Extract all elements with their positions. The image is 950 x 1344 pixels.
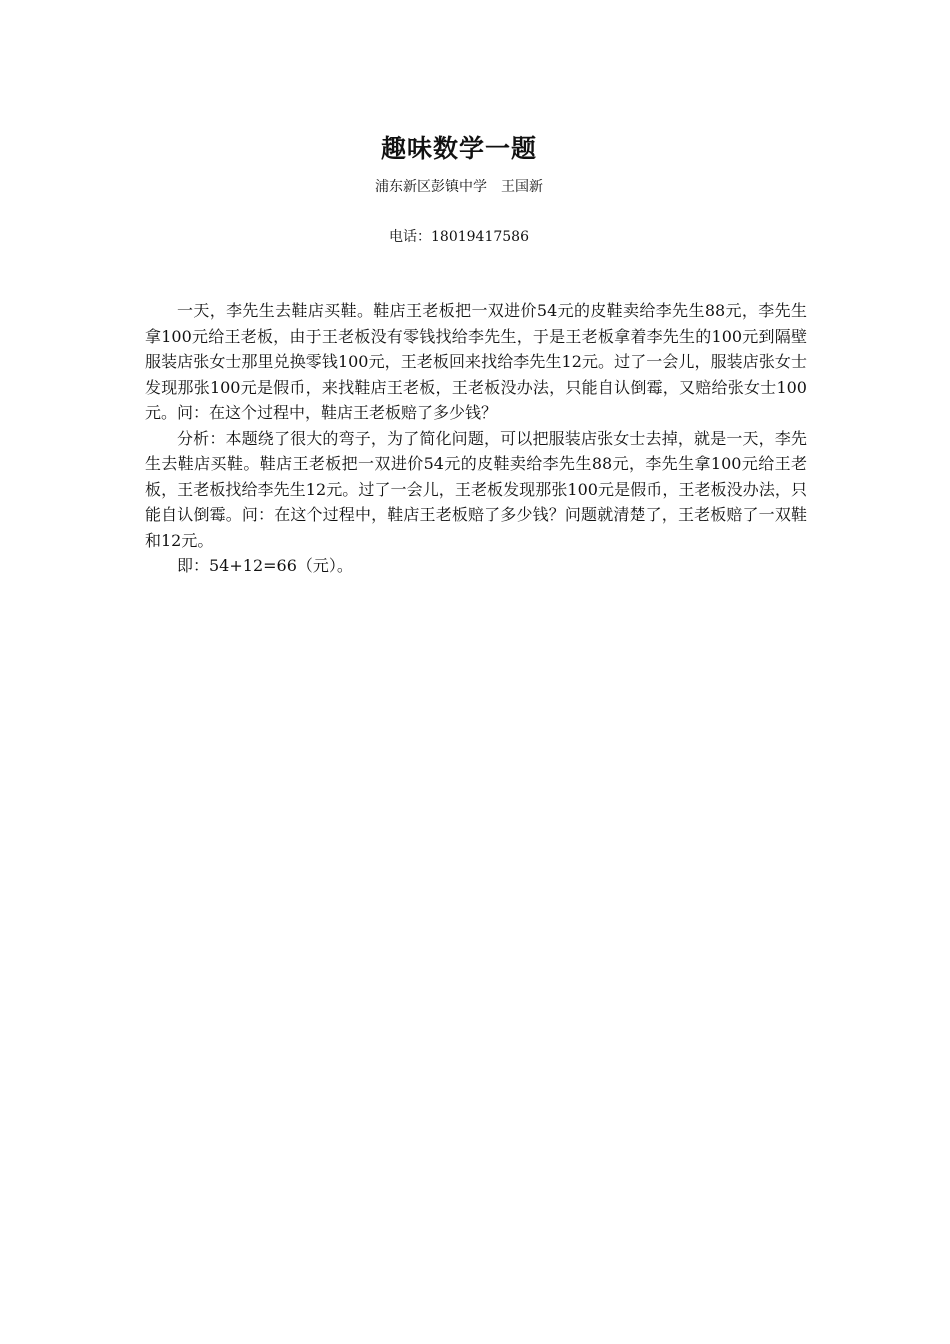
paragraph-problem: 一天，李先生去鞋店买鞋。鞋店王老板把一双进价54元的皮鞋卖给李先生88元，李先生拿100元给王老板，由于王老板没有零钱找给李先生，于是王老板拿着李先生的100元到隔壁服装店张女士那里兑换零钱100元，王老板回来找给李先生12元。过了一会儿，服装店张女士发现那张100元是假币，来找鞋店王老板，王老板没办法，只能自认倒霉，又赔给张女士100元。问：在这个过程中，鞋店王老板赔了多少钱？ [145, 301, 807, 422]
document-body [145, 298, 807, 579]
paragraph-analysis: 分析：本题绕了很大的弯子，为了简化问题，可以把服装店张女士去掉，就是一天，李先生去鞋店买鞋。鞋店王老板把一双进价54元的皮鞋卖给李先生88元，李先生拿100元给王老板，王老板找给李先生12元。过了一会儿，王老板发现那张100元是假币，王老板没办法，只能自认倒霉。问：在这个过程中，鞋店王老板赔了多少钱？问题就清楚了，王老板赔了一双鞋和12元。 [145, 428, 807, 550]
paragraph-answer: 即：54+12=66（元）。 [177, 556, 353, 575]
document-title: 趣味数学一题 [380, 134, 537, 163]
author-line: 浦东新区彭镇中学 王国新 [375, 179, 543, 195]
phone-line: 电话：18019417586 [389, 229, 529, 245]
